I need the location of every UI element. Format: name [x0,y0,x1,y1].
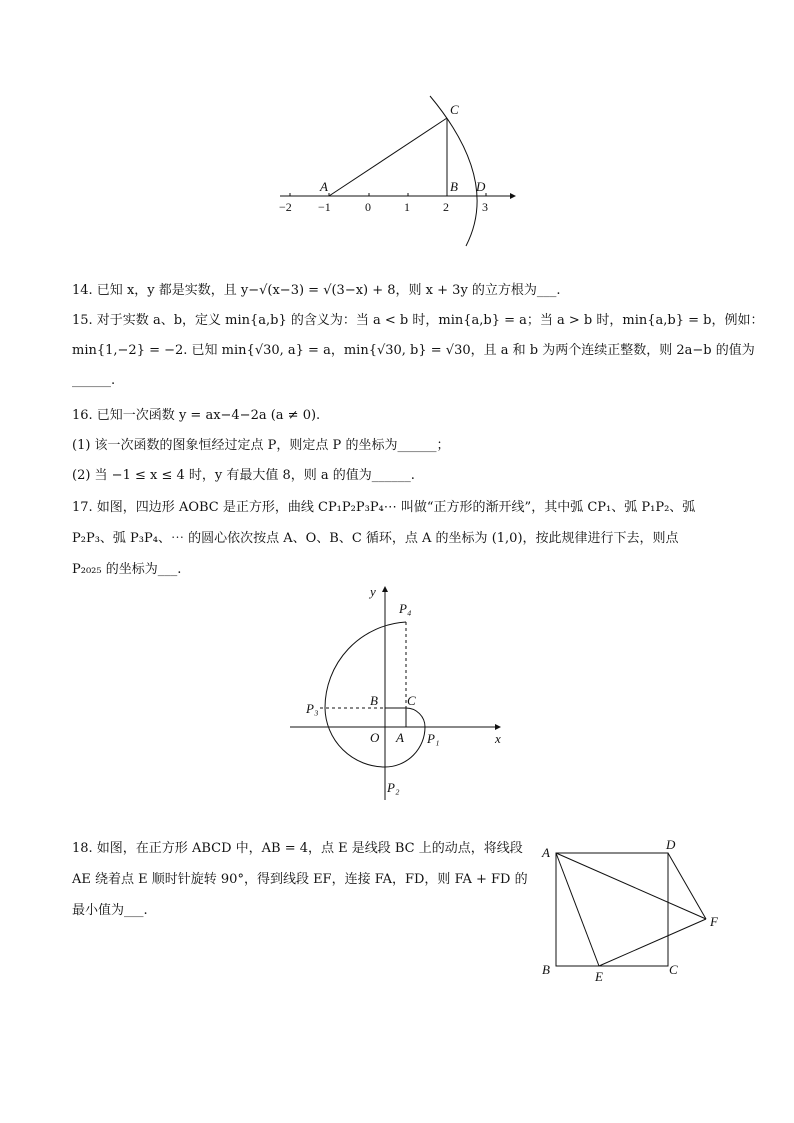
point-P3-label: P₃ [306,701,319,716]
question-17-line2: P₂P₃、弧 P₃P₄、⋯ 的圆心依次按点 A、O、B、C 循环，点 A 的坐标为 (1,0)，按此规律进行下去，则点 [72,531,679,546]
point-P2-label: P₂ [387,780,400,795]
question-15-line2: min{1,−2} = −2. 已知 min{√30, a} = a，min{√30, b} = √30，且 a 和 b 为两个连续正整数，则 2a−b 的值为 [72,343,755,358]
point-P4-label: P₄ [399,601,412,616]
y-axis-arrow [382,586,388,592]
segment-FD [668,853,706,919]
question-16-stem: 16. 已知一次函数 y = ax−4−2a (a ≠ 0). [72,408,321,423]
question-17-line3: P₂₀₂₅ 的坐标为___. [72,562,182,577]
tick-label: 0 [365,200,371,214]
question-16-part2: (2) 当 −1 ≤ x ≤ 4 时，y 有最大值 8，则 a 的值为______. [72,468,415,483]
segment-AE [556,853,599,966]
axis-arrow [510,193,516,199]
point-E-label: E [595,969,603,984]
question-18-line1: 18. 如图，在正方形 ABCD 中，AB = 4，点 E 是线段 BC 上的动点，将线段 [72,841,523,856]
tick-label: −1 [318,200,331,214]
arc-CD [430,96,477,246]
tick-label: 2 [443,200,449,214]
square-rotation-figure [536,835,736,985]
x-axis-arrow [495,724,501,730]
x-axis-label: x [495,731,501,746]
hypotenuse-AC [329,118,447,196]
point-D-label: D [666,837,676,852]
point-A-label: A [396,730,404,745]
question-18-line2: AE 绕着点 E 顺时针旋转 90°，得到线段 EF，连接 FA，FD，则 FA + FD 的 [72,872,528,887]
y-axis-label: y [370,584,376,599]
question-15-line3: ______. [72,373,116,388]
question-18-line3: 最小值为___. [72,903,148,918]
involute-figure [280,580,520,810]
point-B-label: B [370,693,378,708]
point-D-label: D [476,179,486,194]
point-A-label: A [542,845,550,860]
question-16-part1: (1) 该一次函数的图象恒经过定点 P，则定点 P 的坐标为______； [72,438,450,453]
question-15-line1: 15. 对于实数 a、b，定义 min{a,b} 的含义为：当 a < b 时，min{a,b} = a；当 a > b 时，min{a,b} = b，例如： [72,313,764,328]
tick-label: 1 [404,200,410,214]
point-C-label: C [450,102,459,117]
tick-label: −2 [279,200,292,214]
square-ABCD [556,853,668,966]
point-A-label: A [320,179,328,194]
segment-EF [599,919,706,966]
tick-label: 3 [482,200,488,214]
point-B-label: B [450,179,458,194]
question-17-line1: 17. 如图，四边形 AOBC 是正方形，曲线 CP₁P₂P₃P₄⋯ 叫做“正方形的渐开线”，其中弧 CP₁、弧 P₁P₂、弧 [72,500,696,515]
number-line-figure [270,90,530,250]
point-C-label: C [669,962,678,977]
point-C-label: C [407,693,416,708]
segment-FA [556,853,706,919]
point-B-label: B [542,962,550,977]
point-F-label: F [710,914,718,929]
origin-label: O [370,730,380,745]
point-P1-label: P₁ [427,731,440,746]
question-14: 14. 已知 x，y 都是实数，且 y−√(x−3) = √(3−x) + 8，则 x + 3y 的立方根为___. [72,283,561,298]
